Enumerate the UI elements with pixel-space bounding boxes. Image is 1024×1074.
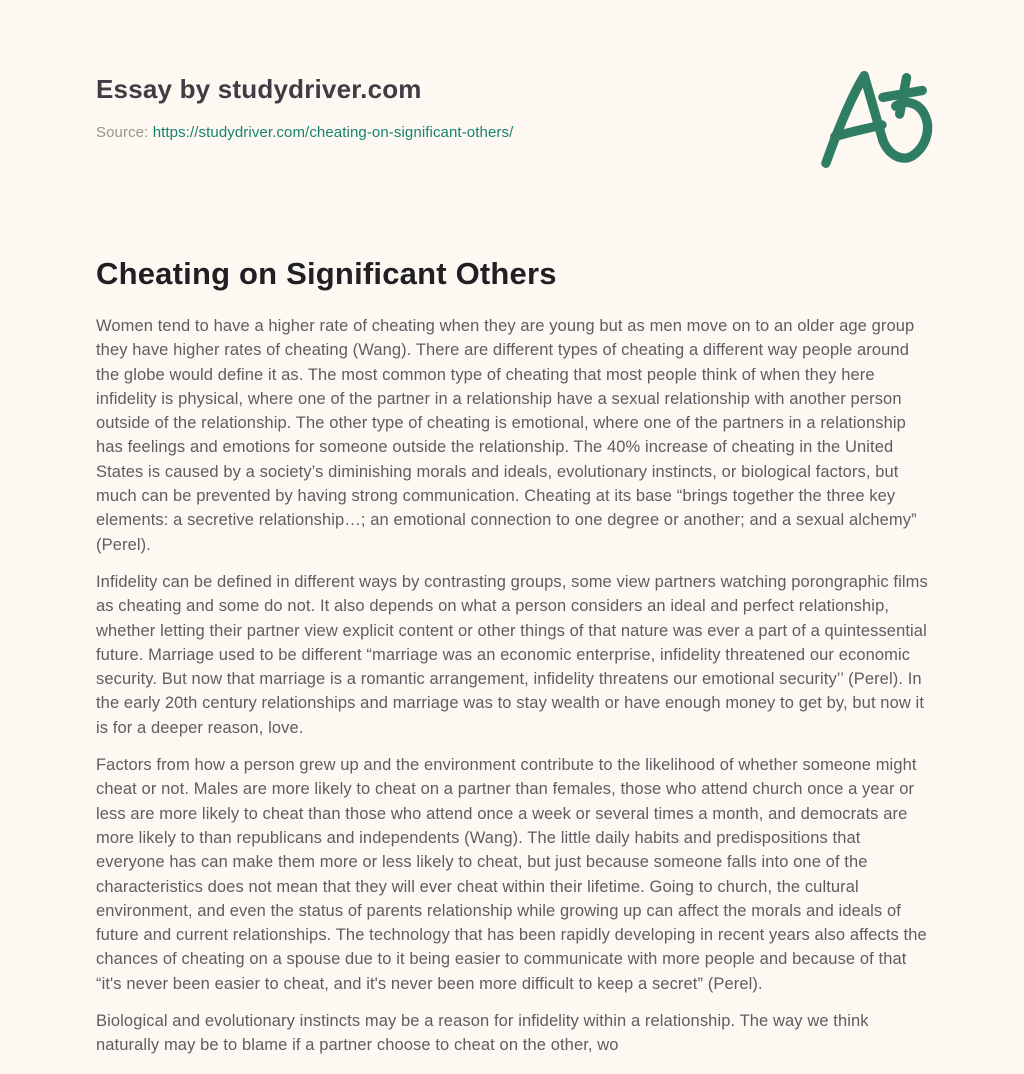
essay-article	[96, 255, 929, 1071]
source-line	[96, 124, 513, 141]
essay-paragraph-2: Infidelity can be defined in different ways by contrasting groups, some view partners watching porongraphic films as cheating and some do not. It also depends on what a person considers an ideal and perfect relationship, whether letting their partner view explicit content or other things of that nature was ever a part of a quintessential future. Marriage used to be different “marriage was an economic enterprise, infidelity threatened our economic security. But now that marriage is a romantic arrangement, infidelity threatens our emotional security’’ (Perel). In the early 20th century relationships and marriage was to stay wealth or have enough money to get by, but now it is for a deeper reason, love.	[96, 572, 928, 737]
page-header	[96, 74, 513, 141]
page-title: Essay by studydriver.com	[96, 74, 422, 104]
a-plus-logo-icon[interactable]	[820, 68, 938, 170]
essay-title: Cheating on Significant Others	[96, 256, 557, 291]
essay-paragraph-3: Factors from how a person grew up and the environment contribute to the likelihood of whether someone might cheat or not. Males are more likely to cheat on a partner than females, those who attend church once a year or less are more likely to cheat than those who attend once a week or several times a month, and democrats are more likely to than republicans and independents (Wang). The little daily habits and predispositions that everyone has can make them more or less likely to cheat, but just because someone falls into one of the characteristics does not mean that they will ever cheat within their lifetime. Going to church, the cultural environment, and even the status of parents relationship while growing up can affect the morals and ideals of future and current relationships. The technology that has been rapidly developing in recent years also affects the chances of cheating on a spouse due to it being easier to communicate with more people and because of that “it's never been easier to cheat, and it's never been more difficult to keep a secret” (Perel).	[96, 756, 927, 993]
essay-paragraph-1: Women tend to have a higher rate of cheating when they are young but as men move on to an older age group they have higher rates of cheating (Wang). There are different types of cheating a different way people around the globe would define it as. The most common type of cheating that most people think of when they here infidelity is physical, where one of the partner in a relationship have a sexual relationship with another person outside of the relationship. The other type of cheating is emotional, where one of the partners in a relationship has feelings and emotions for someone outside the relationship. The 40% increase of cheating in the United States is caused by a society’s diminishing morals and ideals, evolutionary instincts, or biological factors, but much can be prevented by having strong communication. Cheating at its base “brings together the three key elements: a secretive relationship…; an emotional connection to one degree or another; and a sexual alchemy” (Perel).	[96, 317, 917, 554]
source-link[interactable]: https://studydriver.com/cheating-on-significant-others/	[152, 124, 514, 142]
essay-paragraph-4: Biological and evolutionary instincts may be a reason for infidelity within a relationship. The way we think naturally may be to blame if a partner choose to cheat on the other, wo	[96, 1012, 869, 1055]
source-label: Source:	[96, 124, 149, 142]
